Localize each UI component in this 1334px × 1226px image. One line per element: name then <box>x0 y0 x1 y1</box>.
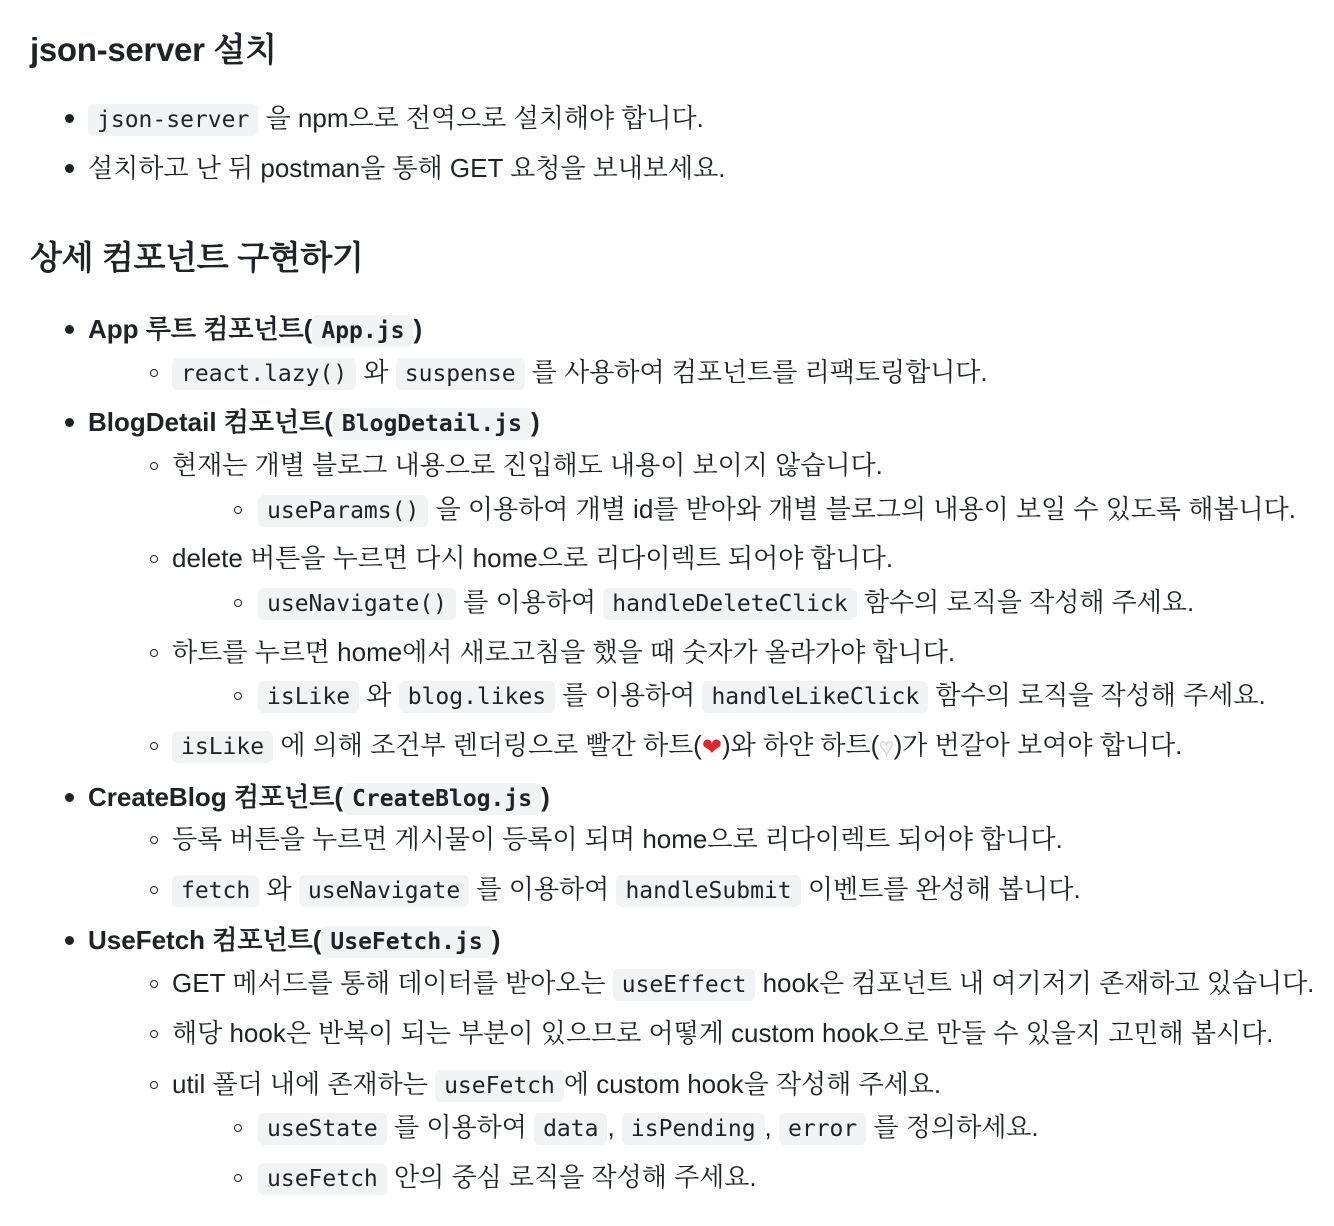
list-item <box>144 871 1081 909</box>
list-item-text: delete 버튼을 누르면 다시 home으로 리다이렉트 되어야 합니다. <box>172 543 894 573</box>
inline-code: handleLikeClick <box>702 681 928 713</box>
inline-code-filename: BlogDetail.js <box>333 408 531 440</box>
list-item-text: useState 를 이용하여 data , isPending , error 를 정의하세요. <box>258 1112 1039 1142</box>
heading-component-implementation: 상세 컴포넌트 구현하기 <box>30 239 364 276</box>
inline-code-filename: App.js <box>312 315 413 347</box>
list-item-text: 현재는 개별 블로그 내용으로 진입해도 내용이 보이지 않습니다. <box>172 450 883 480</box>
list-item-createblog <box>60 779 550 817</box>
list-item <box>144 540 893 576</box>
list-item <box>228 1159 757 1197</box>
inline-code: useParams() <box>258 495 428 527</box>
inline-code: isPending <box>622 1113 765 1145</box>
inline-code: useFetch <box>435 1070 564 1102</box>
white-heart-icon: ♥ <box>879 734 894 761</box>
list-item <box>144 727 1182 765</box>
list-item-blogdetail <box>60 404 540 442</box>
list-item-title: App 루트 컴포넌트( App.js ) <box>88 314 422 344</box>
list-item-text: 설치하고 난 뒤 postman을 통해 GET 요청을 보내보세요. <box>88 153 726 183</box>
inline-code: isLike <box>172 731 273 763</box>
list-item-text: 해당 hook은 반복이 되는 부분이 있으므로 어떻게 custom hook으로 만들 수 있을지 고민해 봅시다. <box>172 1018 1274 1048</box>
inline-code: useState <box>258 1113 387 1145</box>
list-item-text: isLike 와 blog.likes 를 이용하여 handleLikeClick 함수의 로직을 작성해 주세요. <box>258 680 1266 710</box>
inline-code: fetch <box>172 875 259 907</box>
list-item <box>144 447 883 483</box>
list-item-title: BlogDetail 컴포넌트( BlogDetail.js ) <box>88 407 540 437</box>
inline-code: error <box>779 1113 866 1145</box>
list-item-text: GET 메서드를 통해 데이터를 받아오는 useEffect hook은 컴포넌트 내 여기저기 존재하고 있습니다. <box>172 968 1314 998</box>
inline-code-filename: CreateBlog.js <box>343 783 541 815</box>
list-item <box>144 634 955 670</box>
inline-code: handleDeleteClick <box>603 588 856 620</box>
list-item-text: react.lazy() 와 suspense 를 사용하여 컴포넌트를 리팩토링합니다. <box>172 357 988 387</box>
list-item-text: fetch 와 useNavigate 를 이용하여 handleSubmit 이벤트를 완성해 봅니다. <box>172 874 1081 904</box>
list-item <box>228 584 1194 622</box>
list-item <box>144 821 1063 857</box>
inline-code: blog.likes <box>399 681 555 713</box>
red-heart-icon: ❤ <box>701 734 722 761</box>
inline-code: json-server <box>88 104 258 136</box>
list-item-text: useFetch 안의 중심 로직을 작성해 주세요. <box>258 1162 757 1192</box>
list-item <box>144 965 1314 1003</box>
list-item-text: isLike 에 의해 조건부 렌더링으로 빨간 하트(❤)와 하얀 하트(♥)가 번갈아 보여야 합니다. <box>172 730 1182 760</box>
list-item-title: CreateBlog 컴포넌트( CreateBlog.js ) <box>88 782 550 812</box>
list-item-text: 등록 버튼을 누르면 게시물이 등록이 되며 home으로 리다이렉트 되어야 합니다. <box>172 824 1063 854</box>
list-item-text: useNavigate() 를 이용하여 handleDeleteClick 함수의 로직을 작성해 주세요. <box>258 587 1194 617</box>
list-item-usefetch <box>60 922 500 960</box>
inline-code: useFetch <box>258 1163 387 1195</box>
inline-code: isLike <box>258 681 359 713</box>
list-item <box>60 150 725 186</box>
list-item-app <box>60 311 422 349</box>
heading-json-server-install: json-server 설치 <box>30 31 277 68</box>
inline-code: useEffect <box>613 969 756 1001</box>
list-item-text: 하트를 누르면 home에서 새로고침을 했을 때 숫자가 올라가야 합니다. <box>172 637 956 667</box>
inline-code: data <box>534 1113 607 1145</box>
list-item-text: useParams() 을 이용하여 개별 id를 받아와 개별 블로그의 내용이 보일 수 있도록 해봅니다. <box>258 494 1296 524</box>
list-item-text: util 폴더 내에 존재하는 useFetch 에 custom hook을 작성해 주세요. <box>172 1069 941 1099</box>
inline-code: useNavigate() <box>258 588 456 620</box>
list-item <box>60 100 704 138</box>
list-item <box>228 677 1266 715</box>
inline-code: react.lazy() <box>172 358 356 390</box>
list-item <box>144 1015 1273 1051</box>
list-item <box>144 1066 941 1104</box>
list-item-text: json-server 을 npm으로 전역으로 설치해야 합니다. <box>88 103 704 133</box>
list-item <box>228 1109 1039 1147</box>
inline-code: useNavigate <box>299 875 469 907</box>
inline-code: handleSubmit <box>616 875 800 907</box>
inline-code-filename: UseFetch.js <box>321 926 491 958</box>
inline-code: suspense <box>396 358 525 390</box>
list-item <box>144 354 988 392</box>
list-item-title: UseFetch 컴포넌트( UseFetch.js ) <box>88 925 500 955</box>
list-item <box>228 491 1296 529</box>
